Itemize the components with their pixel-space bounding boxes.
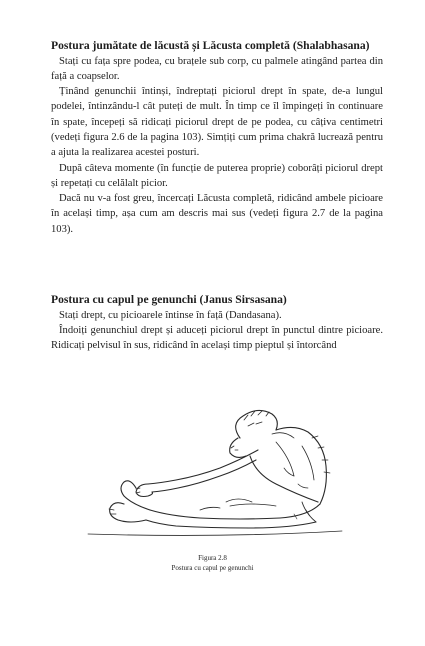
paragraph: Dacă nu v-a fost greu, încercați Lăcusta completă, ridicând ambele picioare în același timp, așa cum am descris mai sus (vedeți figura 2.7 de la pagina 103).: [51, 193, 383, 235]
paragraph: După câteva momente (în funcție de puterea proprie) coborâți piciorul drept și repetați cu celălalt picior.: [51, 162, 383, 189]
paragraph: Stați cu fața spre podea, cu brațele sub corp, cu palmele atingând partea din față a coapselor.: [51, 55, 383, 82]
figure-number: Figura 2.8: [198, 554, 227, 562]
section-heading: Postura cu capul pe genunchi (Janus Sirsasana): [51, 293, 287, 306]
section-locust-pose: [51, 38, 383, 237]
figure-caption: Postura cu capul pe genunchi: [171, 564, 254, 572]
paragraph: Ținând genunchii întinși, îndreptați piciorul drept în spate, de-a lungul podelei, întinzându-l cât puteți de mult. În timp ce îl împingeți în continuare în spate, începeți să ridicați piciorul drept de pe podea, cu câțiva centimetri (vedeți figura 2.6 de la pagina 103). Simțiți cum prima chakră lucrează pentru a ajuta la realizarea acestei posturi.: [51, 86, 383, 159]
section-head-to-knee-pose: [51, 292, 383, 353]
paragraph: Stați drept, cu picioarele întinse în față (Dandasana).: [59, 309, 282, 321]
pose-illustration: [80, 398, 352, 538]
paragraph: Îndoiți genunchiul drept și aduceți piciorul drept în punctul dintre picioare. Ridicați pelvisul în sus, ridicând în același timp pieptul și întorcând: [51, 324, 383, 352]
section-heading: Postura jumătate de lăcustă și Lăcusta completă (Shalabhasana): [51, 39, 370, 52]
